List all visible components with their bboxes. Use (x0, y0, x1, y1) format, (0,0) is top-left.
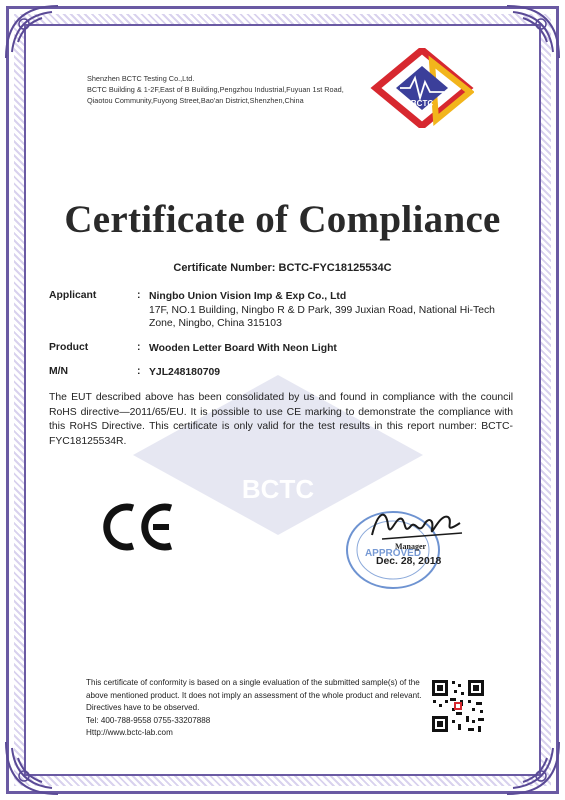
compliance-statement: The EUT described above has been consolidated by us and found in compliance with the council RoHS directive—2011/65/EU. It is possible to use CE marking to demonstrate the compliance with this RoHS Directive. This certificate is only valid for the test results in this report number: BCTC-FYC18125534R. (49, 392, 513, 447)
issuer-block (87, 73, 344, 106)
applicant-address: 17F, NO.1 Building, Ningbo R & D Park, 399 Juxian Road, National Hi-Tech Zone, Ningbo, China 315103 (149, 304, 495, 329)
footer (86, 677, 426, 740)
product-label: Product (49, 342, 89, 353)
applicant-label: Applicant (49, 290, 97, 301)
corner-ornament-bottom-right (503, 738, 563, 798)
product-value: Wooden Letter Board With Neon Light (149, 343, 337, 354)
certificate-number: Certificate Number: BCTC-FYC18125534C (173, 262, 392, 274)
model-number-label: M/N (49, 366, 69, 377)
logo-text: BCTC (410, 99, 434, 108)
applicant-value (149, 290, 519, 331)
issuer-address-line-1: BCTC Building & 1-2F,East of B Building,Pengzhou Industrial,Fuyuan 1st Road, (87, 85, 344, 94)
model-number-value: YJL248180709 (149, 367, 221, 378)
footer-telephone: Tel: 400-788-9558 0755-33207888 (86, 715, 211, 725)
manager-title: Manager (395, 542, 427, 551)
manager-signature (368, 505, 466, 545)
model-number-colon: : (137, 366, 141, 377)
product-row (49, 342, 519, 356)
stamp-text: APPROVED (364, 548, 422, 559)
ce-mark (103, 502, 179, 552)
corner-ornament-top-right (503, 2, 563, 62)
applicant-colon: : (137, 290, 141, 301)
qr-code[interactable] (430, 678, 486, 734)
issuer-address-line-2: Qiaotou Community,Fuyong Street,Bao'an District,Shenzhen,China (87, 96, 304, 105)
bctc-logo (370, 48, 474, 128)
footer-disclaimer: This certificate of conformity is based on a single evaluation of the submitted sample(s) of the above mentioned product. It does not imply an assessment of the whole product and relevant. Directives have to be observed. (86, 678, 422, 712)
ce-mark-text: CE (103, 502, 105, 503)
issuer-name: Shenzhen BCTC Testing Co.,Ltd. (87, 74, 195, 83)
certificate-title: Certificate of Compliance (64, 198, 501, 241)
signature-date: Dec. 28, 2018 (376, 556, 442, 567)
applicant-row (49, 290, 519, 330)
watermark-text: BCTC (241, 474, 315, 504)
corner-ornament-bottom-left (2, 738, 62, 798)
product-colon: : (137, 342, 141, 353)
corner-ornament-top-left (2, 2, 62, 62)
footer-website: Http://www.bctc-lab.com (86, 728, 173, 737)
model-number-row (49, 366, 519, 380)
applicant-name: Ningbo Union Vision Imp & Exp Co., Ltd (149, 291, 347, 302)
